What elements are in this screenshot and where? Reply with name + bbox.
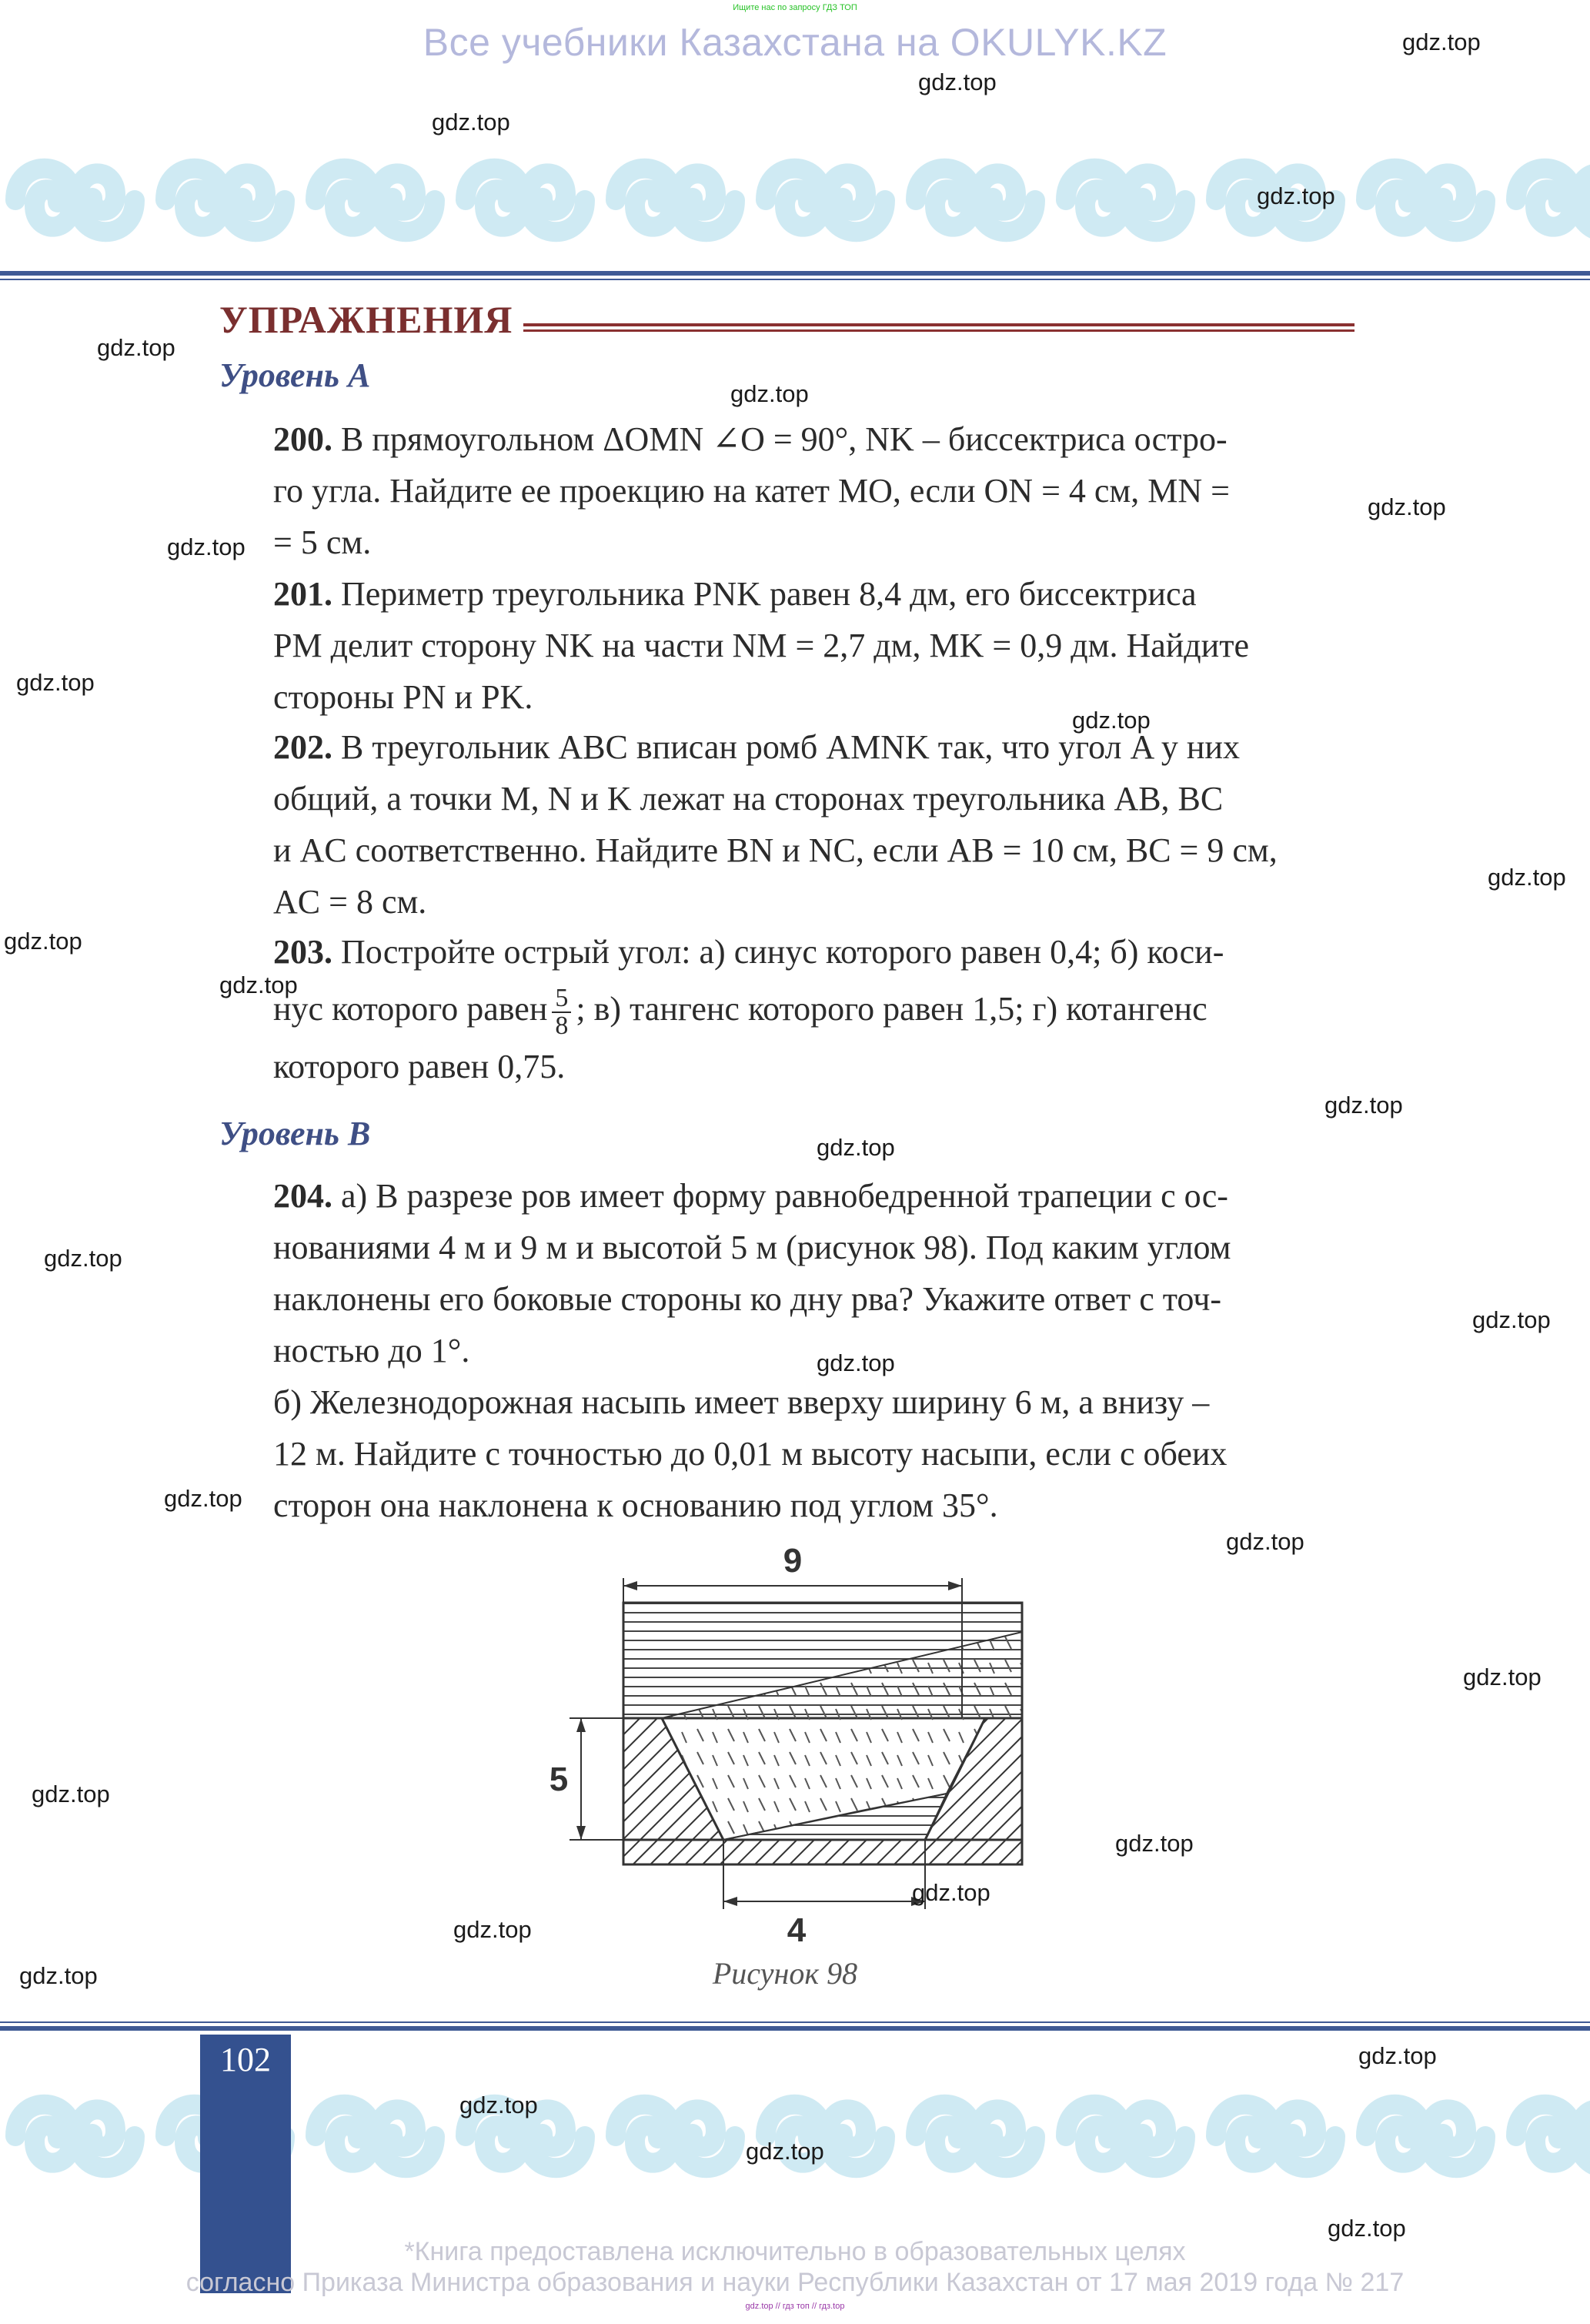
exercise-201-line1 — [273, 568, 1355, 620]
exercise-202-line4: AC = 8 см. — [273, 883, 427, 921]
watermark: gdz.top — [1115, 1830, 1194, 1857]
exercise-text: В треугольник ABC вписан ромб AMNK так, что угол A у них — [341, 728, 1240, 766]
watermark: gdz.top — [164, 1485, 242, 1512]
footer-disclaimer: *Книга предоставлена исключительно в образовательных целях — [404, 2237, 1186, 2266]
exercise-text: нус которого равен — [273, 990, 548, 1028]
exercise-number: 201. — [273, 575, 332, 613]
watermark: gdz.top — [1368, 493, 1446, 520]
exercise-204-line4: ностью до 1°. — [273, 1332, 470, 1369]
watermark: gdz.top — [16, 669, 95, 696]
watermark: gdz.top — [1328, 2215, 1406, 2242]
watermark: gdz.top — [44, 1245, 122, 1272]
exercise-203-line3: которого равен 0,75. — [273, 1048, 566, 1085]
exercise-number: 202. — [273, 728, 332, 766]
exercise-201 — [273, 568, 1355, 723]
exercise-200 — [273, 413, 1355, 568]
exercise-204-line5: б) Железнодорожная насыпь имеет вверху ширину 6 м, а внизу – — [273, 1383, 1210, 1421]
site-title[interactable]: Все учебники Казахстана на OKULYK.KZ — [423, 21, 1167, 64]
watermark: gdz.top — [730, 380, 809, 407]
level-b-heading: Уровень В — [219, 1115, 371, 1152]
exercise-204-line1 — [273, 1170, 1355, 1222]
exercise-202-line3: и AC соответственно. Найдите BN и NC, если AB = 10 см, BC = 9 см, — [273, 831, 1278, 869]
exercise-200-line3: = 5 см. — [273, 523, 372, 561]
exercise-204-line7: сторон она наклонена к основанию под углом 35°. — [273, 1486, 998, 1524]
header-rule-thin — [0, 279, 1590, 280]
footer-mini-links[interactable]: gdz.top // гдз топ // гдз.top — [745, 2302, 845, 2311]
watermark: gdz.top — [918, 69, 997, 95]
watermark: gdz.top — [1463, 1664, 1542, 1690]
watermark: gdz.top — [19, 1962, 98, 1989]
footer-order: согласно Приказа Министра образования и науки Республики Казахстан от 17 мая 2019 года № 217 — [185, 2268, 1405, 2297]
watermark: gdz.top — [1257, 182, 1335, 209]
exercise-204-line2: нованиями 4 м и 9 м и высотой 5 м (рисунок 98). Под каким углом — [273, 1229, 1231, 1266]
exercise-204-line3: наклонены его боковые стороны ко дну рва? Укажите ответ с точ- — [273, 1280, 1222, 1318]
watermark: gdz.top — [97, 334, 175, 361]
exercise-text: Постройте острый угол: а) синус которого равен 0,4; б) коси- — [341, 933, 1224, 971]
fraction-numerator: 5 — [552, 985, 571, 1013]
section-heading: УПРАЖНЕНИЯ — [219, 298, 513, 341]
fraction — [552, 985, 571, 1039]
watermark: gdz.top — [1472, 1306, 1551, 1333]
exercise-204 — [273, 1170, 1355, 1531]
top-ornament — [0, 135, 1590, 266]
watermark: gdz.top — [912, 1879, 990, 1906]
exercise-202 — [273, 721, 1355, 928]
exercise-text: В прямоугольном ΔOMN ∠O = 90°, NK – биссектриса остро- — [341, 420, 1228, 458]
figure-caption: Рисунок 98 — [712, 1956, 858, 1991]
watermark: gdz.top — [432, 109, 510, 135]
exercise-202-line2: общий, а точки M, N и K лежат на сторонах треугольника AB, BC — [273, 780, 1224, 818]
watermark: gdz.top — [219, 971, 298, 998]
watermark: gdz.top — [4, 928, 82, 955]
exercise-number: 200. — [273, 420, 332, 458]
exercise-203-line1 — [273, 926, 1355, 978]
search-hint: Ищите нас по запросу ГДЗ ТОП — [733, 3, 857, 12]
top-width-label: 9 — [783, 1542, 803, 1580]
watermark: gdz.top — [459, 2092, 538, 2118]
fraction-denominator: 8 — [555, 1011, 569, 1040]
exercise-203-line2 — [273, 978, 1355, 1041]
watermark: gdz.top — [1072, 707, 1151, 734]
exercise-204-line6: 12 м. Найдите с точностью до 0,01 м высоту насыпи, если с обеих — [273, 1435, 1228, 1473]
watermark: gdz.top — [817, 1349, 895, 1376]
exercise-number: 204. — [273, 1177, 332, 1215]
exercise-202-line1 — [273, 721, 1355, 773]
watermark: gdz.top — [32, 1781, 110, 1807]
exercise-201-line2: PM делит сторону NK на части NM = 2,7 дм, MK = 0,9 дм. Найдите — [273, 627, 1249, 664]
bottom-width-label: 4 — [787, 1911, 807, 1948]
height-label: 5 — [549, 1761, 569, 1798]
exercise-201-line3: стороны PN и PK. — [273, 678, 533, 716]
watermark: gdz.top — [1226, 1528, 1304, 1555]
watermark: gdz.top — [453, 1916, 532, 1943]
exercise-number: 203. — [273, 933, 332, 971]
watermark: gdz.top — [1324, 1092, 1403, 1119]
ditch-floor — [623, 1840, 1022, 1864]
exercise-200-line2: го угла. Найдите ее проекцию на катет MO, если ON = 4 см, MN = — [273, 472, 1230, 510]
heading-underline-2 — [523, 329, 1355, 332]
exercise-203 — [273, 926, 1355, 1092]
watermark: gdz.top — [167, 533, 246, 560]
watermark: gdz.top — [817, 1134, 895, 1161]
exercise-200-line1 — [273, 413, 1355, 465]
watermark: gdz.top — [1402, 28, 1481, 55]
heading-underline — [523, 323, 1355, 326]
footer-rule — [0, 2026, 1590, 2031]
watermark: gdz.top — [746, 2138, 824, 2165]
watermark: gdz.top — [1488, 864, 1566, 891]
exercise-text: ; в) тангенс которого равен 1,5; г) котангенс — [576, 990, 1208, 1028]
exercise-text: Периметр треугольника PNK равен 8,4 дм, его биссектриса — [341, 575, 1197, 613]
page-number: 102 — [220, 2041, 271, 2078]
exercise-text: а) В разрезе ров имеет форму равнобедренной трапеции с ос- — [341, 1177, 1228, 1215]
header-rule — [0, 271, 1590, 276]
watermark: gdz.top — [1358, 2042, 1437, 2069]
footer-rule-thin — [0, 2021, 1590, 2023]
level-a-heading: Уровень А — [219, 356, 371, 394]
